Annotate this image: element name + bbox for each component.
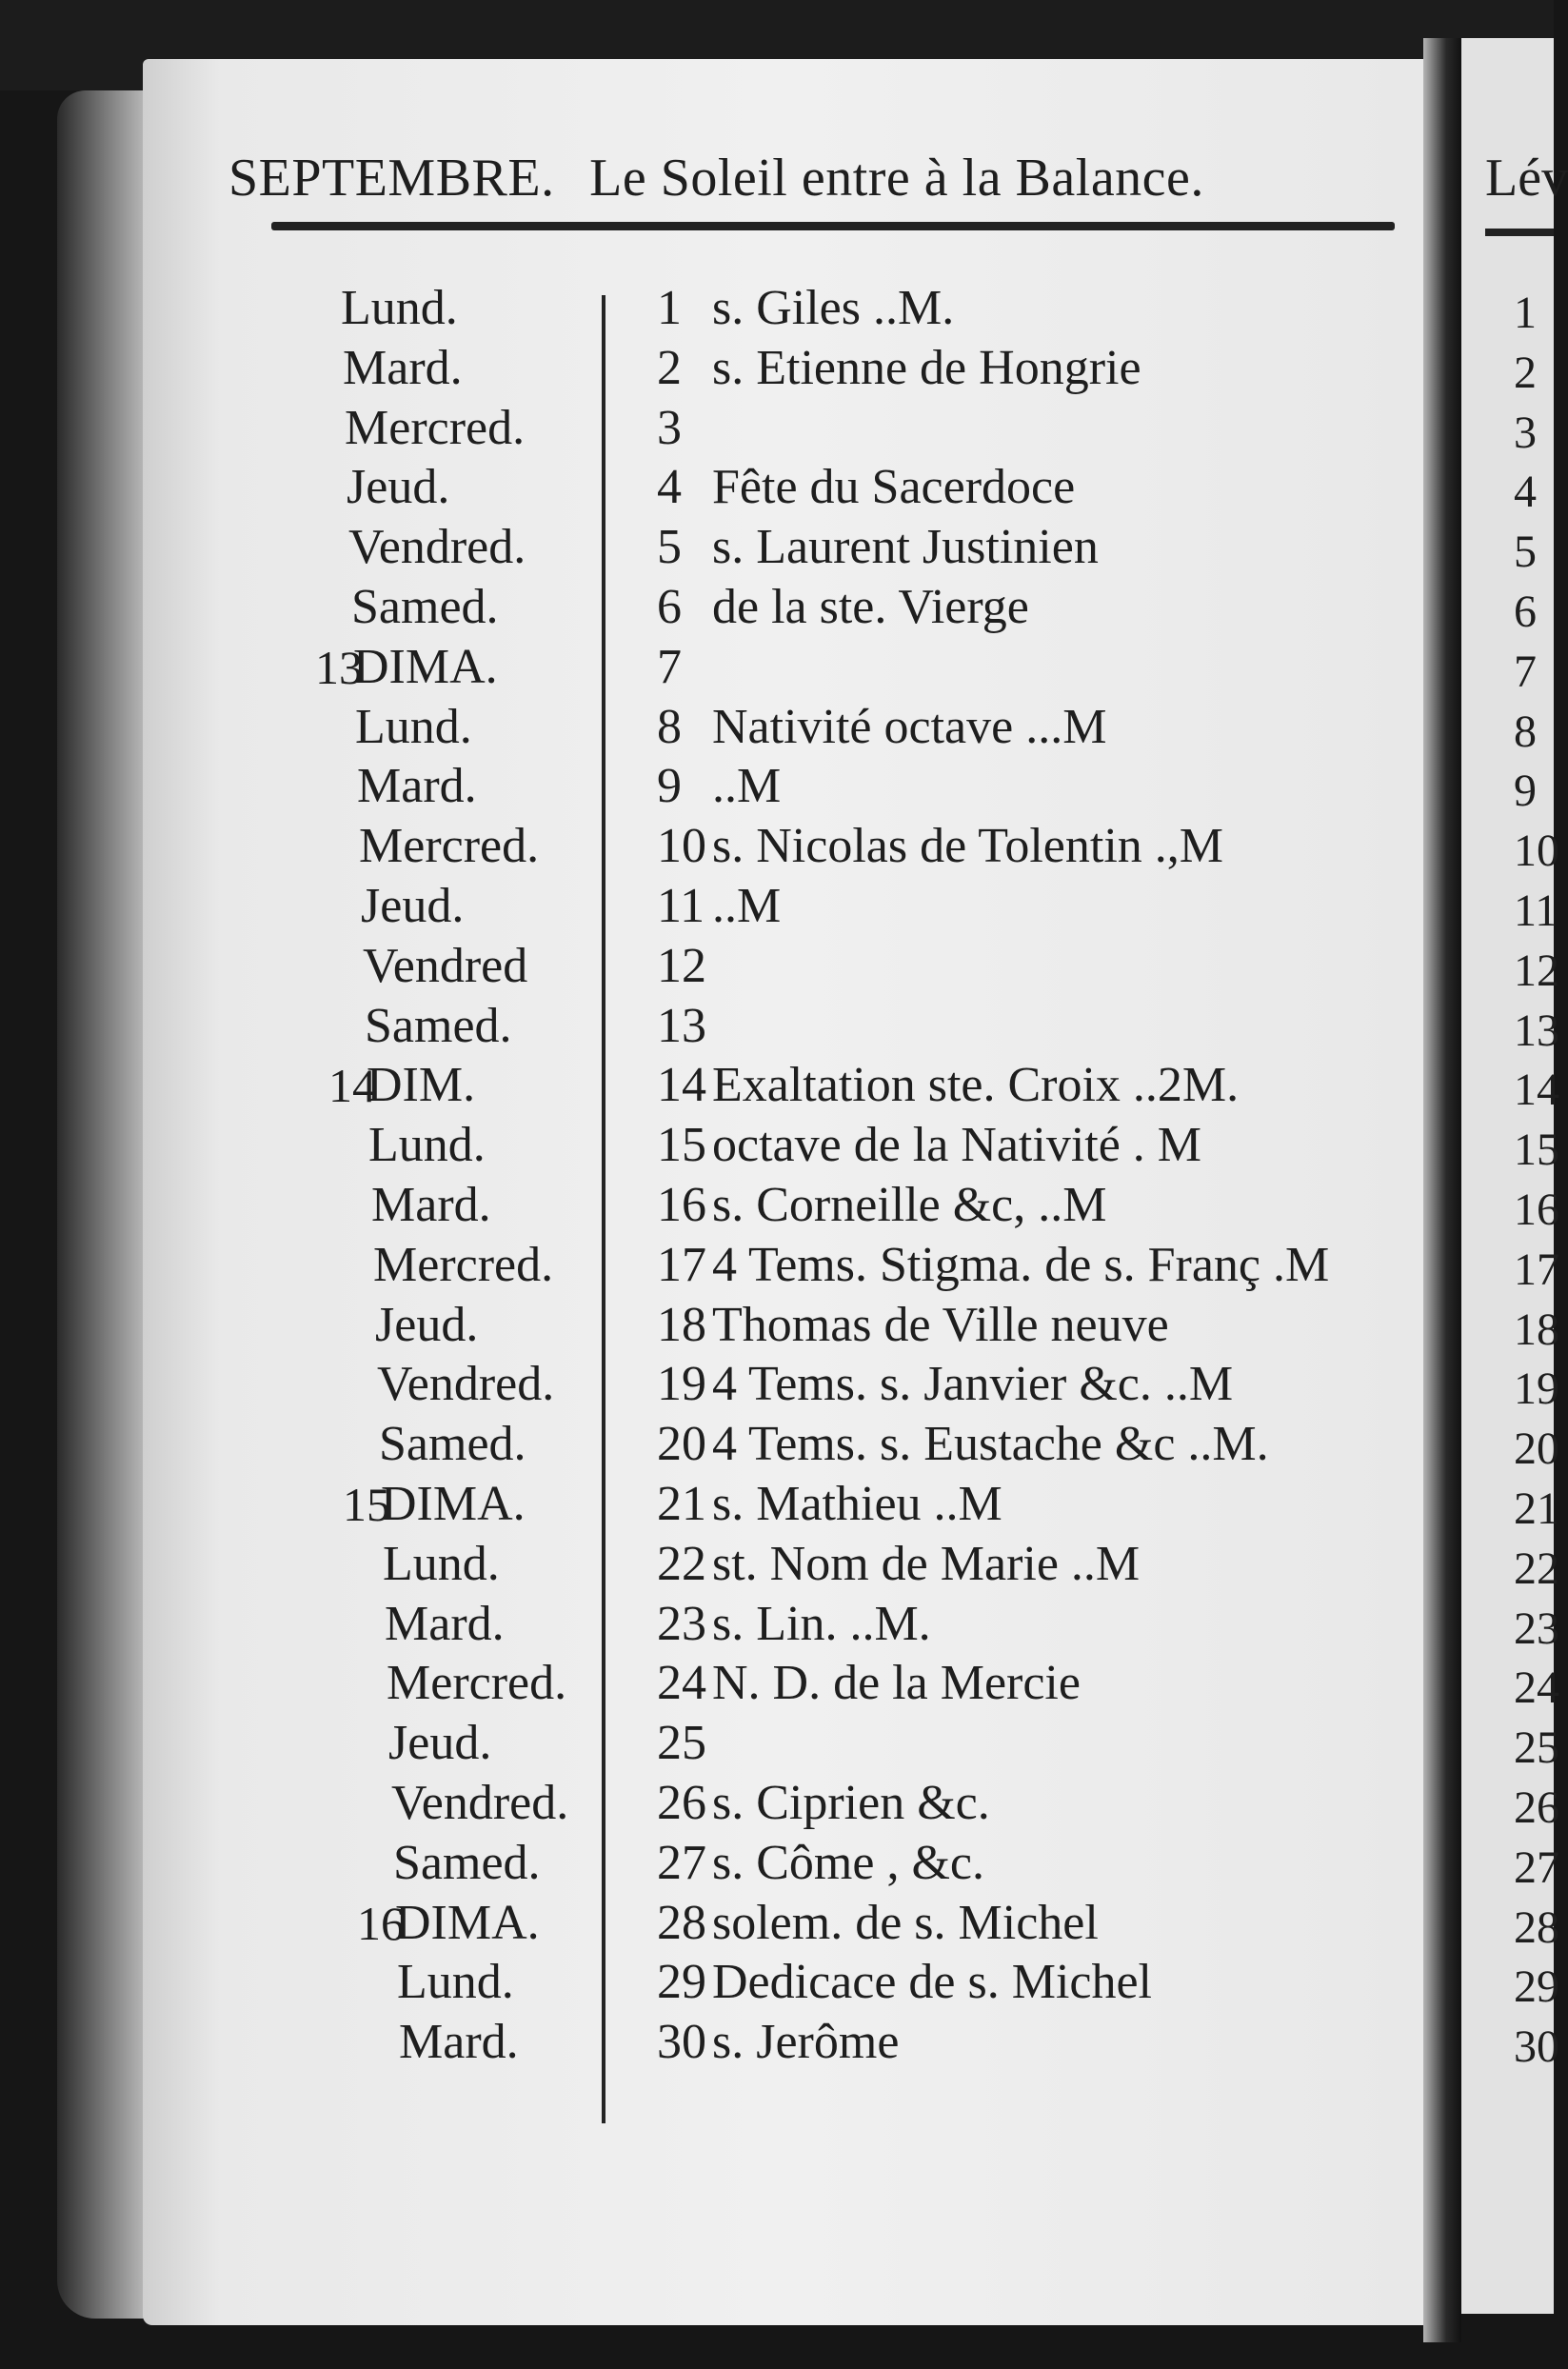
day-number: 5 [657, 520, 682, 574]
week-number: 13 [315, 641, 363, 694]
weekday-label: Jeud. [375, 1298, 479, 1352]
weekday-label: DIMA. [353, 640, 498, 694]
day-row [0, 759, 1419, 814]
feast-description: Dedicace de s. Michel [712, 1955, 1153, 2009]
weekday-label: Jeud. [361, 879, 465, 933]
day-row [0, 1058, 1419, 1113]
day-row [0, 1597, 1419, 1652]
page-header [228, 148, 1399, 224]
next-page-day-number: 12 [1514, 946, 1559, 996]
day-number: 3 [657, 401, 682, 455]
next-page-day-number: 29 [1514, 1961, 1559, 2012]
day-row [0, 1477, 1419, 1532]
next-page-day-number: 13 [1514, 1005, 1559, 1056]
feast-description: s. Etienne de Hongrie [712, 341, 1141, 395]
next-page-rule [1485, 229, 1554, 236]
feast-description: solem. de s. Michel [712, 1896, 1099, 1950]
next-page-day-number: 1 [1514, 288, 1537, 338]
weekday-label: Vendred. [377, 1357, 555, 1411]
day-row [0, 879, 1419, 934]
day-row [0, 520, 1419, 575]
feast-description: 4 Tems. s. Janvier &c. ..M [712, 1357, 1234, 1411]
day-row [0, 1238, 1419, 1293]
week-number: 16 [357, 1897, 405, 1950]
feast-description: s. Nicolas de Tolentin .,M [712, 819, 1224, 873]
weekday-label: Lund. [341, 281, 458, 335]
day-row [0, 460, 1419, 515]
feast-description: Fête du Sacerdoce [712, 460, 1076, 514]
day-number: 14 [657, 1058, 706, 1112]
day-row [0, 1776, 1419, 1831]
weekday-label: Vendred. [391, 1776, 569, 1830]
weekday-label: Samed. [379, 1417, 526, 1471]
next-page-day-number: 19 [1514, 1364, 1559, 1414]
feast-description: s. Jerôme [712, 2015, 900, 2069]
weekday-label: Samed. [351, 580, 499, 634]
next-page-header: Lév [1485, 149, 1568, 208]
next-page-day-number: 7 [1514, 647, 1537, 697]
day-row [0, 640, 1419, 695]
day-number: 22 [657, 1537, 706, 1591]
week-number: 14 [328, 1059, 376, 1112]
day-number: 9 [657, 759, 682, 813]
next-page-day-number: 17 [1514, 1244, 1559, 1295]
day-row [0, 1118, 1419, 1173]
feast-description: N. D. de la Mercie [712, 1656, 1081, 1710]
weekday-label: Mercred. [387, 1656, 567, 1710]
weekday-label: Mard. [371, 1178, 491, 1232]
day-row [0, 2015, 1419, 2070]
day-number: 18 [657, 1298, 706, 1352]
feast-description: 4 Tems. Stigma. de s. Franç .M [712, 1238, 1330, 1292]
day-number: 1 [657, 281, 682, 335]
day-number: 23 [657, 1597, 706, 1651]
feast-description: 4 Tems. s. Eustache &c ..M. [712, 1417, 1269, 1471]
next-page-day-number: 5 [1514, 527, 1537, 577]
next-page-day-number: 26 [1514, 1782, 1559, 1833]
weekday-label: Lund. [355, 700, 472, 754]
weekday-label: Lund. [383, 1537, 500, 1591]
day-number: 30 [657, 2015, 706, 2069]
feast-description: s. Ciprien &c. [712, 1776, 990, 1830]
day-number: 16 [657, 1178, 706, 1232]
day-row [0, 1955, 1419, 2010]
day-number: 10 [657, 819, 706, 873]
next-page-day-number: 4 [1514, 467, 1537, 517]
feast-description: s. Laurent Justinien [712, 520, 1099, 574]
weekday-label: Samed. [393, 1836, 541, 1890]
next-page-day-number: 3 [1514, 408, 1537, 458]
weekday-label: DIMA. [395, 1896, 540, 1950]
next-page-day-number: 21 [1514, 1483, 1559, 1534]
weekday-label: Mercred. [359, 819, 540, 873]
day-number: 2 [657, 341, 682, 395]
feast-description: st. Nom de Marie ..M [712, 1537, 1141, 1591]
next-page-day-number: 23 [1514, 1603, 1559, 1654]
weekday-label: Mard. [385, 1597, 505, 1651]
feast-description: Exaltation ste. Croix ..2M. [712, 1058, 1240, 1112]
day-row [0, 1537, 1419, 1592]
next-page-day-number: 14 [1514, 1065, 1559, 1115]
next-page-day-number: 18 [1514, 1304, 1559, 1355]
feast-description: octave de la Nativité . M [712, 1118, 1202, 1172]
next-page-day-number: 6 [1514, 587, 1537, 637]
weekday-label: Vendred [363, 939, 528, 993]
day-number: 12 [657, 939, 706, 993]
day-number: 19 [657, 1357, 706, 1411]
weekday-label: DIMA. [381, 1477, 526, 1531]
next-page-day-number: 2 [1514, 348, 1537, 398]
feast-description: de la ste. Vierge [712, 580, 1029, 634]
day-row [0, 999, 1419, 1054]
feast-description: Thomas de Ville neuve [712, 1298, 1169, 1352]
next-page-day-number: 20 [1514, 1423, 1559, 1474]
day-row [0, 1656, 1419, 1711]
day-row [0, 341, 1419, 396]
day-row [0, 580, 1419, 635]
next-page-day-number: 15 [1514, 1125, 1559, 1175]
day-number: 26 [657, 1776, 706, 1830]
next-page-day-number: 30 [1514, 2021, 1559, 2072]
day-number: 6 [657, 580, 682, 634]
weekday-label: Jeud. [388, 1716, 492, 1770]
next-page-day-number: 28 [1514, 1902, 1559, 1953]
weekday-label: Mard. [399, 2015, 519, 2069]
day-row [0, 1716, 1419, 1771]
next-page-day-number: 10 [1514, 826, 1559, 876]
day-number: 8 [657, 700, 682, 754]
next-page-day-number: 8 [1514, 707, 1537, 757]
feast-description: ..M [712, 879, 782, 933]
day-row [0, 700, 1419, 755]
book-gutter [1423, 38, 1461, 2342]
weekday-label: Mercred. [373, 1238, 554, 1292]
next-page-day-number: 11 [1514, 886, 1558, 936]
feast-description: s. Lin. ..M. [712, 1597, 931, 1651]
day-number: 17 [657, 1238, 706, 1292]
day-row [0, 1357, 1419, 1412]
feast-description: ..M [712, 759, 782, 813]
day-row [0, 939, 1419, 994]
day-row [0, 1896, 1419, 1951]
day-number: 20 [657, 1417, 706, 1471]
weekday-label: Vendred. [348, 520, 526, 574]
day-number: 29 [657, 1955, 706, 2009]
day-number: 21 [657, 1477, 706, 1531]
weekday-label: Lund. [397, 1955, 514, 2009]
week-number: 15 [343, 1478, 390, 1531]
day-row [0, 1417, 1419, 1472]
weekday-label: Mard. [343, 341, 463, 395]
day-row [0, 1836, 1419, 1891]
day-number: 11 [657, 879, 705, 933]
day-row [0, 401, 1419, 456]
day-number: 24 [657, 1656, 706, 1710]
zodiac-note: Le Soleil entre à la Balance. [589, 149, 1204, 208]
weekday-label: Lund. [368, 1118, 486, 1172]
next-page-day-number: 9 [1514, 766, 1537, 816]
next-page-day-number: 25 [1514, 1722, 1559, 1773]
day-number: 25 [657, 1716, 706, 1770]
feast-description: Nativité octave ...M [712, 700, 1107, 754]
day-row [0, 1298, 1419, 1353]
feast-description: s. Mathieu ..M [712, 1477, 1002, 1531]
header-rule [271, 222, 1395, 230]
day-number: 13 [657, 999, 706, 1053]
day-row [0, 819, 1419, 874]
day-number: 28 [657, 1896, 706, 1950]
weekday-label: Mard. [357, 759, 477, 813]
day-number: 4 [657, 460, 682, 514]
next-page-day-number: 27 [1514, 1842, 1559, 1893]
day-row [0, 1178, 1419, 1233]
day-number: 27 [657, 1836, 706, 1890]
feast-description: s. Côme , &c. [712, 1836, 984, 1890]
weekday-label: Jeud. [347, 460, 450, 514]
weekday-label: DIM. [367, 1058, 476, 1112]
day-row [0, 281, 1419, 336]
weekday-label: Mercred. [345, 401, 526, 455]
month-title: SEPTEMBRE. [228, 149, 555, 208]
next-page-day-number: 22 [1514, 1543, 1559, 1594]
next-page-day-number: 24 [1514, 1662, 1559, 1713]
weekday-label: Samed. [365, 999, 512, 1053]
feast-description: s. Giles ..M. [712, 281, 955, 335]
day-number: 15 [657, 1118, 706, 1172]
next-page-day-number: 16 [1514, 1184, 1559, 1235]
feast-description: s. Corneille &c, ..M [712, 1178, 1107, 1232]
day-number: 7 [657, 640, 682, 694]
